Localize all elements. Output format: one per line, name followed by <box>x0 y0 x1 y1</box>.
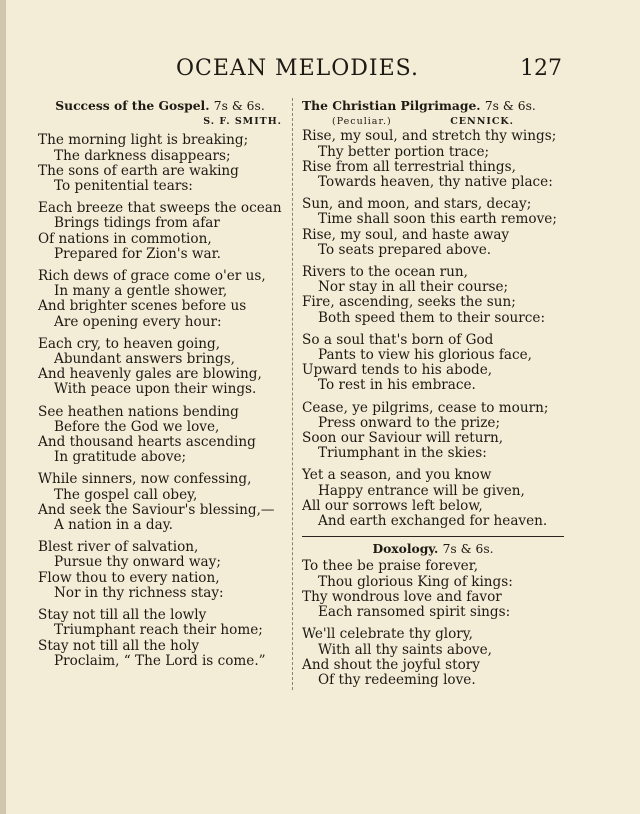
verse-line: To thee be praise forever, <box>302 558 479 575</box>
verse-line: Pants to view his glorious face, <box>318 347 532 364</box>
verse-line: Fire, ascending, seeks the sun; <box>302 294 516 311</box>
verse-line: Brings tidings from afar <box>54 215 220 232</box>
verse-line: And thousand hearts ascending <box>38 434 256 451</box>
section-rule <box>302 536 564 537</box>
verse-line: Are opening every hour: <box>54 313 222 330</box>
stanza <box>38 269 282 330</box>
verse-line: Thou glorious King of kings: <box>318 573 513 590</box>
verse-line: To seats prepared above. <box>318 241 492 258</box>
verse-line: Upward tends to his abode, <box>302 362 493 379</box>
verse-line: Flow thou to every nation, <box>38 569 220 586</box>
verse-line: Rise, my soul, and stretch thy wings; <box>302 128 557 145</box>
verse-line: The darkness disappears; <box>54 147 231 164</box>
hymn-title-text: Success of the Gospel. <box>55 98 210 113</box>
hymn-attribution <box>302 114 564 129</box>
verse-line: Press onward to the prize; <box>318 414 501 431</box>
verse-line: Yet a season, and you know <box>302 467 492 484</box>
stanza <box>302 197 564 258</box>
verse-line: Happy entrance will be given, <box>318 482 525 499</box>
verse-line: We'll celebrate thy glory, <box>302 626 473 643</box>
verse-line: Stay not till all the holy <box>38 637 200 654</box>
verse-line: Rise from all terrestrial things, <box>302 158 516 175</box>
verse-line: Each ransomed spirit sings: <box>318 604 511 621</box>
verse-line: Proclaim, “ The Lord is come.” <box>54 652 266 669</box>
stanza <box>38 133 282 194</box>
verse-line: Of thy redeeming love. <box>318 671 476 688</box>
verse-line: Rise, my soul, and haste away <box>302 226 510 243</box>
verse-line: The morning light is breaking; <box>38 132 249 149</box>
stanza <box>302 627 564 688</box>
page-gutter <box>0 0 6 814</box>
stanza <box>302 559 564 620</box>
hymn-author: CENNICK. <box>450 116 514 128</box>
verse-line: Soon our Saviour will return, <box>302 430 504 447</box>
verse-line: Thy wondrous love and favor <box>302 588 502 605</box>
hymn-subtitle: (Peculiar.) <box>332 116 392 128</box>
column-divider <box>292 98 293 690</box>
verse-line: Sun, and moon, and stars, decay; <box>302 196 532 213</box>
verse-line: With all thy saints above, <box>318 641 492 658</box>
hymn-title-christian-pilgrimage <box>302 98 564 114</box>
verse-line: Blest river of salvation, <box>38 539 199 556</box>
verse-line: And seek the Saviour's blessing,— <box>38 501 275 518</box>
left-column <box>38 98 282 676</box>
verse-line: And earth exchanged for heaven. <box>318 513 548 530</box>
verse-line: In gratitude above; <box>54 449 187 466</box>
verse-line: In many a gentle shower, <box>54 283 228 300</box>
verse-line: Towards heaven, thy native place: <box>318 174 553 191</box>
stanza <box>38 472 282 533</box>
verse-line: To penitential tears: <box>54 178 193 195</box>
stanza <box>38 540 282 601</box>
hymn-author: S. F. SMITH. <box>203 116 282 128</box>
verse-line: Cease, ye pilgrims, cease to mourn; <box>302 399 549 416</box>
hymn-title-text: The Christian Pilgrimage. <box>302 98 481 113</box>
verse-line: With peace upon their wings. <box>54 381 257 398</box>
stanza <box>302 333 564 394</box>
verse-line: Rich dews of grace come o'er us, <box>38 268 266 285</box>
stanza <box>38 337 282 398</box>
verse-line: Before the God we love, <box>54 418 220 435</box>
hymn-stanzas <box>302 129 564 529</box>
page-header <box>0 56 640 88</box>
verse-line: And shout the joyful story <box>302 656 480 673</box>
verse-line: While sinners, now confessing, <box>38 471 252 488</box>
verse-line: Prepared for Zion's war. <box>54 245 221 262</box>
verse-line: Stay not till all the lowly <box>38 607 207 624</box>
verse-line: To rest in his embrace. <box>318 377 476 394</box>
verse-line: And brighter scenes before us <box>38 298 247 315</box>
stanza <box>302 468 564 529</box>
verse-line: Thy better portion trace; <box>318 143 490 160</box>
verse-line: See heathen nations bending <box>38 403 239 420</box>
verse-line: Nor stay in all their course; <box>318 279 509 296</box>
page-number: 127 <box>520 56 562 81</box>
verse-line: And heavenly gales are blowing, <box>38 366 262 383</box>
hymn-meter: 7s & 6s. <box>484 99 536 113</box>
hymn-meter: 7s & 6s. <box>213 99 265 113</box>
stanza <box>38 608 282 669</box>
verse-line: So a soul that's born of God <box>302 331 494 348</box>
verse-line: Each breeze that sweeps the ocean <box>38 200 282 217</box>
verse-line: Both speed them to their source: <box>318 309 546 326</box>
hymn-title-text: Doxology. <box>372 541 439 557</box>
verse-line: Time shall soon this earth remove; <box>318 211 557 228</box>
verse-line: Pursue thy onward way; <box>54 554 221 571</box>
stanza <box>302 401 564 462</box>
stanza <box>38 405 282 466</box>
hymn-stanzas <box>38 133 282 669</box>
hymn-stanzas <box>302 559 564 688</box>
verse-line: Rivers to the ocean run, <box>302 264 469 281</box>
verse-line: A nation in a day. <box>54 517 173 534</box>
stanza <box>302 265 564 326</box>
running-title: OCEAN MELODIES. <box>176 56 419 81</box>
verse-line: Nor in thy richness stay: <box>54 584 224 601</box>
stanza <box>38 201 282 262</box>
verse-line: Abundant answers brings, <box>54 351 235 368</box>
verse-line: Triumphant reach their home; <box>54 622 263 639</box>
verse-line: Of nations in commotion, <box>38 230 212 247</box>
hymn-meter: 7s & 6s. <box>442 542 494 557</box>
hymn-title-doxology <box>302 541 564 557</box>
verse-line: All our sorrows left below, <box>302 497 483 514</box>
right-column <box>302 98 564 695</box>
hymn-title-success-of-the-gospel <box>38 98 282 114</box>
verse-line: Triumphant in the skies: <box>318 445 487 462</box>
verse-line: Each cry, to heaven going, <box>38 335 221 352</box>
verse-line: The gospel call obey, <box>54 486 198 503</box>
verse-line: The sons of earth are waking <box>38 162 239 179</box>
stanza <box>302 129 564 190</box>
